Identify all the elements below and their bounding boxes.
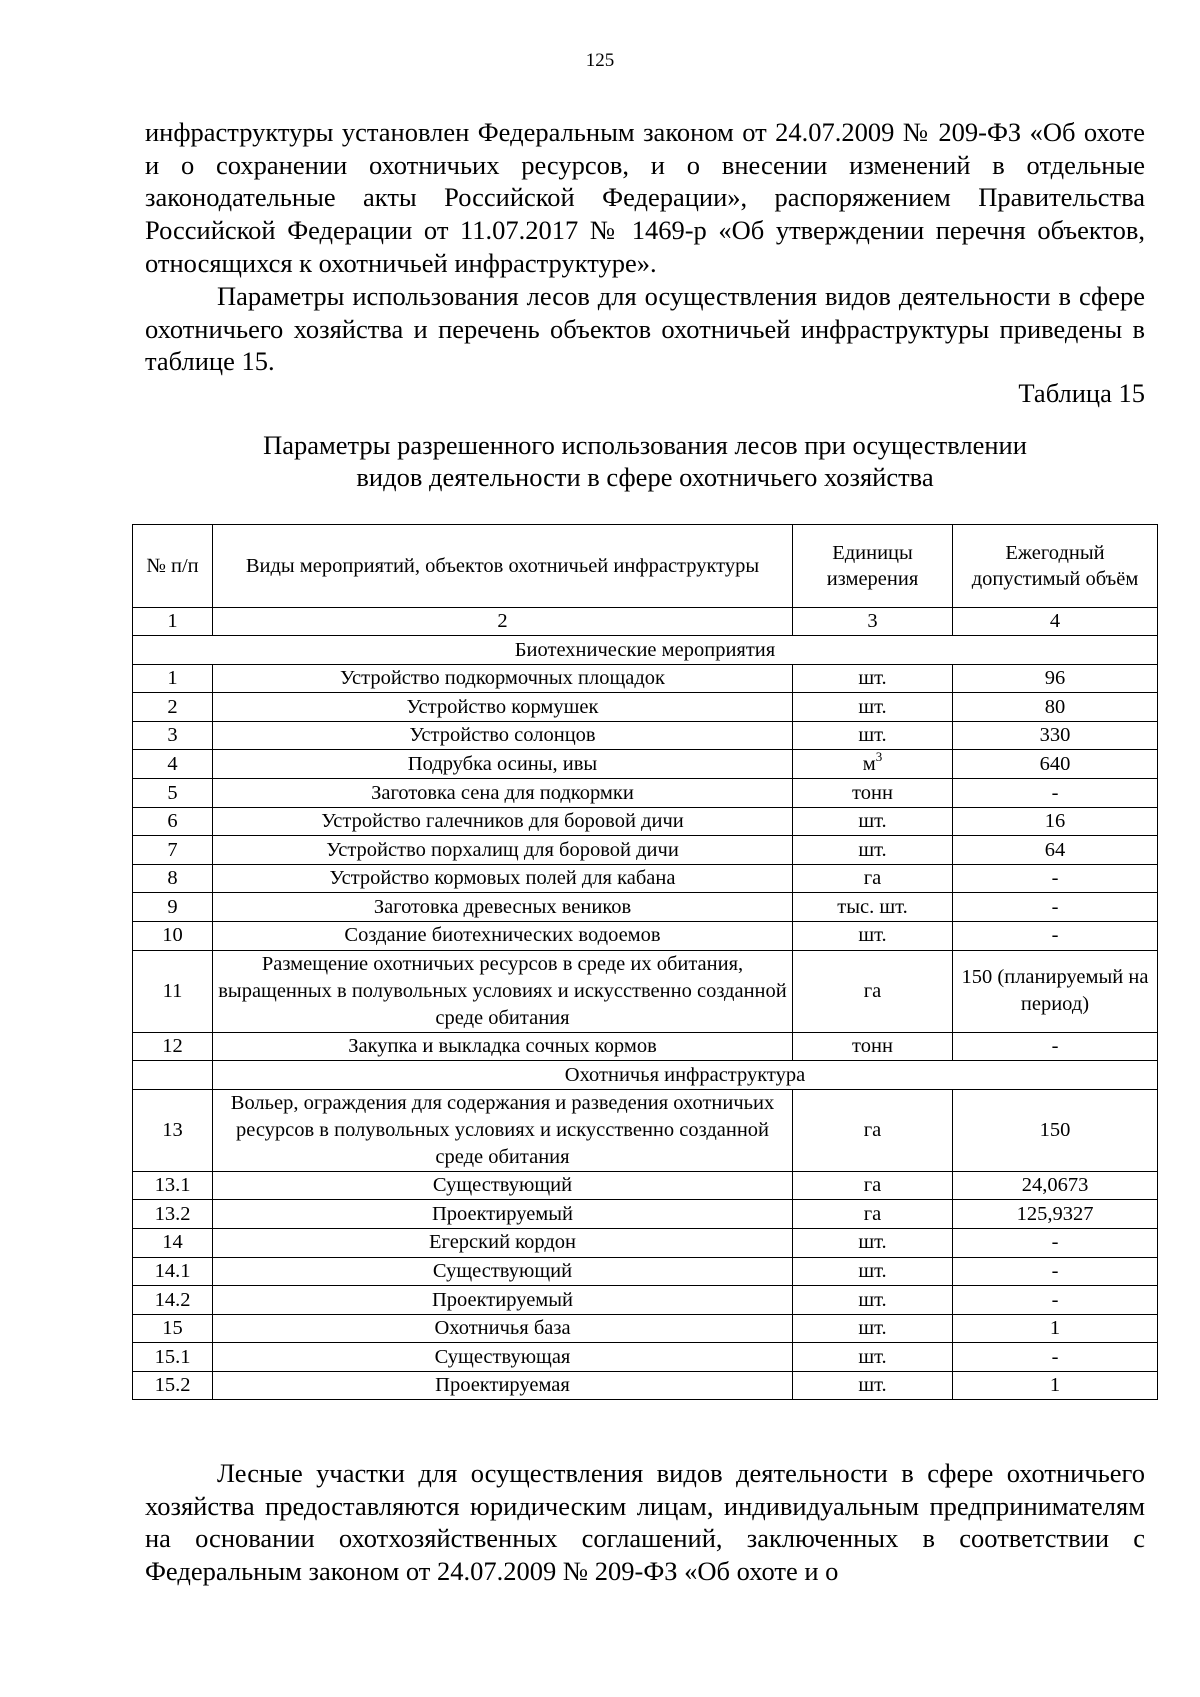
parameters-table [132, 524, 1158, 1400]
row-annual-volume: - [953, 1228, 1158, 1257]
row-number: 9 [133, 893, 213, 922]
table-header-row [133, 525, 1158, 608]
column-number: 4 [953, 608, 1158, 636]
row-number: 13.1 [133, 1171, 213, 1200]
section-title: Биотехнические мероприятия [133, 636, 1158, 665]
table-row [133, 950, 1158, 1032]
row-annual-volume: - [953, 864, 1158, 893]
section-spacer-cell [133, 1061, 213, 1090]
table-row [133, 836, 1158, 865]
table-row [133, 750, 1158, 779]
row-activity: Заготовка сена для подкормки [213, 778, 793, 807]
row-activity: Устройство кормушек [213, 693, 793, 722]
body-paragraph: Лесные участки для осуществления видов деятельности в сфере охотничьего хозяйства предоставляются юридическим лицам, индивидуальным предпринимателям на основании охотхозяйственных соглашений, заключенных в соответствии с Федеральным законом от 24.07.2009 № 209-ФЗ «Об охоте и о [145, 1458, 1145, 1587]
table-section-row [133, 636, 1158, 665]
table-row [133, 1171, 1158, 1200]
header-activity: Виды мероприятий, объектов охотничьей инфраструктуры [213, 525, 793, 608]
page-number: 125 [585, 50, 615, 71]
row-unit: шт. [793, 664, 953, 693]
header-unit: Единицы измерения [793, 525, 953, 608]
row-activity: Закупка и выкладка сочных кормов [213, 1032, 793, 1061]
row-annual-volume: 150 [953, 1089, 1158, 1171]
row-activity: Существующий [213, 1257, 793, 1286]
row-activity: Существующий [213, 1171, 793, 1200]
row-number: 7 [133, 836, 213, 865]
row-annual-volume: 640 [953, 750, 1158, 779]
table-row [133, 1089, 1158, 1171]
row-activity: Устройство галечников для боровой дичи [213, 807, 793, 836]
table-caption-line: Параметры разрешенного использования лесов при осуществлении [263, 430, 1027, 460]
row-annual-volume: - [953, 1032, 1158, 1061]
row-number: 4 [133, 750, 213, 779]
table-row [133, 921, 1158, 950]
header-number: № п/п [133, 525, 213, 608]
row-number: 6 [133, 807, 213, 836]
row-activity: Устройство солонцов [213, 721, 793, 750]
row-activity: Охотничья база [213, 1314, 793, 1343]
column-number: 1 [133, 608, 213, 636]
row-unit: шт. [793, 1228, 953, 1257]
row-activity: Существующая [213, 1343, 793, 1372]
table-row [133, 807, 1158, 836]
row-unit: шт. [793, 693, 953, 722]
row-number: 12 [133, 1032, 213, 1061]
table-row [133, 1257, 1158, 1286]
table-row [133, 864, 1158, 893]
row-annual-volume: - [953, 1286, 1158, 1315]
column-number: 2 [213, 608, 793, 636]
row-number: 15 [133, 1314, 213, 1343]
row-number: 15.2 [133, 1371, 213, 1400]
table-label: Таблица 15 [1018, 378, 1145, 408]
table-row [133, 693, 1158, 722]
row-annual-volume: 1 [953, 1314, 1158, 1343]
row-annual-volume: - [953, 1343, 1158, 1372]
row-unit: шт. [793, 721, 953, 750]
body-paragraph: Параметры использования лесов для осуществления видов деятельности в сфере охотничьего хозяйства и перечень объектов охотничьей инфраструктуры приведены в таблице 15. [145, 281, 1145, 377]
row-activity: Устройство подкормочных площадок [213, 664, 793, 693]
table-row [133, 1314, 1158, 1343]
row-annual-volume: 1 [953, 1371, 1158, 1400]
row-number: 5 [133, 778, 213, 807]
row-annual-volume: 96 [953, 664, 1158, 693]
table-caption-line: видов деятельности в сфере охотничьего хозяйства [356, 462, 934, 492]
row-number: 15.1 [133, 1343, 213, 1372]
row-annual-volume: 24,0673 [953, 1171, 1158, 1200]
row-activity: Подрубка осины, ивы [213, 750, 793, 779]
row-unit: шт. [793, 1343, 953, 1372]
row-unit: тыс. шт. [793, 893, 953, 922]
row-activity: Размещение охотничьих ресурсов в среде их обитания, выращенных в полувольных условиях и искусственно созданной среде обитания [213, 950, 793, 1032]
row-unit: шт. [793, 807, 953, 836]
row-number: 14 [133, 1228, 213, 1257]
row-activity: Создание биотехнических водоемов [213, 921, 793, 950]
row-activity: Проектируемый [213, 1200, 793, 1229]
table-row [133, 664, 1158, 693]
row-unit: шт. [793, 1314, 953, 1343]
row-number: 14.2 [133, 1286, 213, 1315]
row-number: 13.2 [133, 1200, 213, 1229]
row-unit: шт. [793, 1286, 953, 1315]
row-annual-volume: 80 [953, 693, 1158, 722]
row-unit: шт. [793, 1371, 953, 1400]
unit-superscript: 3 [875, 749, 883, 764]
row-activity: Вольер, ограждения для содержания и разведения охотничьих ресурсов в полувольных условиях и искусственно созданной среде обитания [213, 1089, 793, 1171]
row-number: 14.1 [133, 1257, 213, 1286]
row-annual-volume: 16 [953, 807, 1158, 836]
row-number: 2 [133, 693, 213, 722]
table-body [133, 636, 1158, 1400]
row-activity: Устройство кормовых полей для кабана [213, 864, 793, 893]
row-unit: шт. [793, 836, 953, 865]
row-activity: Заготовка древесных веников [213, 893, 793, 922]
row-unit: га [793, 864, 953, 893]
row-activity: Проектируемый [213, 1286, 793, 1315]
column-number-row [133, 608, 1158, 636]
row-unit: га [793, 950, 953, 1032]
row-unit: тонн [793, 778, 953, 807]
row-annual-volume: 64 [953, 836, 1158, 865]
row-number: 10 [133, 921, 213, 950]
row-annual-volume: - [953, 921, 1158, 950]
table-section-row [133, 1061, 1158, 1090]
row-annual-volume: 150 (планируемый на период) [953, 950, 1158, 1032]
row-unit [793, 750, 953, 779]
row-unit: тонн [793, 1032, 953, 1061]
row-unit: га [793, 1089, 953, 1171]
row-unit: га [793, 1200, 953, 1229]
row-activity: Устройство порхалищ для боровой дичи [213, 836, 793, 865]
row-annual-volume: 125,9327 [953, 1200, 1158, 1229]
unit-base: м [862, 752, 876, 775]
row-annual-volume: - [953, 1257, 1158, 1286]
table-row [133, 1228, 1158, 1257]
row-annual-volume: - [953, 893, 1158, 922]
table-row [133, 778, 1158, 807]
table-row [133, 893, 1158, 922]
table-row [133, 1286, 1158, 1315]
row-unit: шт. [793, 921, 953, 950]
table-row [133, 721, 1158, 750]
table-caption [145, 429, 1145, 493]
row-number: 13 [133, 1089, 213, 1171]
header-annual-volume: Ежегодный допустимый объём [953, 525, 1158, 608]
row-unit: га [793, 1171, 953, 1200]
row-number: 3 [133, 721, 213, 750]
body-paragraph: инфраструктуры установлен Федеральным законом от 24.07.2009 № 209-ФЗ «Об охоте и о сохранении охотничьих ресурсов, и о внесении изменений в отдельные законодательные акты Российской Федерации», распоряжением Правительства Российской Федерации от 11.07.2017 № 1469-р «Об утверждении перечня объектов, относящихся к охотничьей инфраструктуре». [145, 117, 1145, 278]
row-activity: Проектируемая [213, 1371, 793, 1400]
row-unit: шт. [793, 1257, 953, 1286]
row-number: 1 [133, 664, 213, 693]
table-row [133, 1032, 1158, 1061]
row-number: 8 [133, 864, 213, 893]
table-row [133, 1200, 1158, 1229]
section-title: Охотничья инфраструктура [213, 1061, 1158, 1090]
table-row [133, 1343, 1158, 1372]
row-activity: Егерский кордон [213, 1228, 793, 1257]
table-row [133, 1371, 1158, 1400]
row-annual-volume: 330 [953, 721, 1158, 750]
row-number: 11 [133, 950, 213, 1032]
column-number: 3 [793, 608, 953, 636]
row-annual-volume: - [953, 778, 1158, 807]
